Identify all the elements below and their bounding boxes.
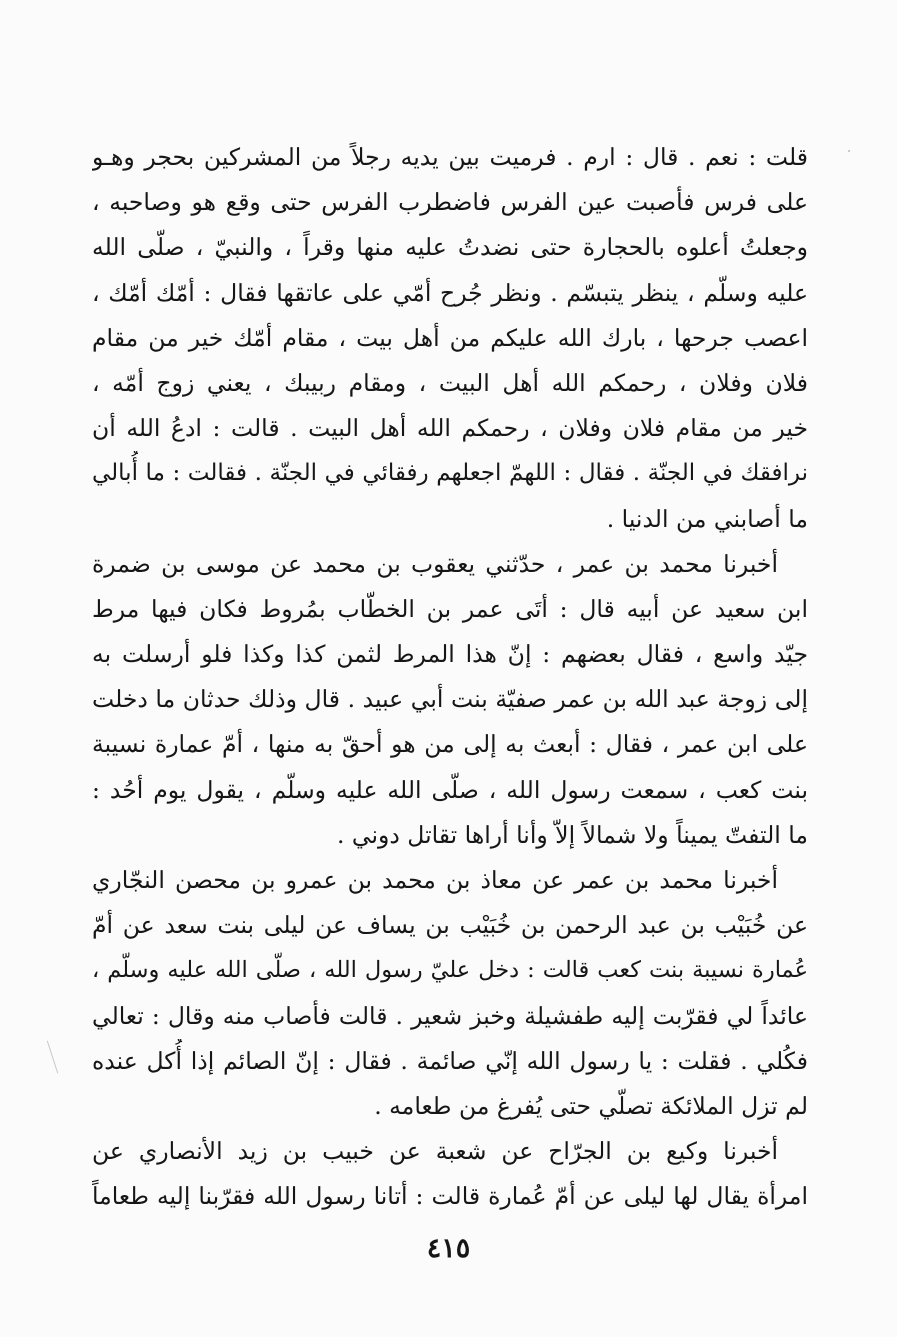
text-line: جيّد واسع ، فقال بعضهم : إنّ هذا المرط لثمن كذا وكذا فلو أرسلت به — [92, 640, 808, 669]
text-line: فكُلي . فقلت : يا رسول الله إنّي صائمة . فقال : إنّ الصائم إذا أُكل عنده — [92, 1046, 808, 1075]
text-line: على ابن عمر ، فقال : أبعث به إلى من هو أحقّ به منها ، أمّ عمارة نسيبة — [92, 730, 808, 759]
scan-speck — [848, 150, 850, 152]
text-line: ما أصابني من الدنيا . — [606, 504, 808, 533]
paragraph-first-line: أخبرنا محمد بن عمر ، حدّثني يعقوب بن محمد عن موسى بن ضمرة — [92, 549, 778, 578]
scan-speck — [47, 1041, 58, 1074]
text-line: عليه وسلّم ، ينظر يتبسّم . ونظر جُرح أمّي على عاتقها فقال : أمّك أمّك ، — [92, 278, 808, 307]
text-line: قلت : نعم . قال : ارم . فرميت بين يديه رجلاً من المشركين بحجر وهـو — [92, 143, 808, 171]
paragraph-first-line: أخبرنا وكيع بن الجرّاح عن شعبة عن خبيب بن زيد الأنصاري عن — [92, 1137, 778, 1166]
text-line: وجعلتُ أعلوه بالحجارة حتى نضدتُ عليه منها وقراً ، والنبيّ ، صلّى الله — [92, 233, 808, 262]
text-line: بنت كعب ، سمعت رسول الله ، صلّى الله عليه وسلّم ، يقول يوم أحُد : — [92, 775, 808, 804]
text-line: خير من مقام فلان وفلان ، رحمكم الله أهل البيت . قالت : ادعُ الله أن — [92, 414, 808, 443]
text-line: عُمارة نسيبة بنت كعب قالت : دخل عليّ رسول الله ، صلّى الله عليه وسلّم ، — [92, 957, 808, 984]
text-line: ابن سعيد عن أبيه قال : أتَى عمر بن الخطّاب بمُروط فكان فيها مرط — [92, 594, 808, 623]
text-line: عن خُبَيْب بن عبد الرحمن بن خُبَيْب بن يساف عن ليلى بنت سعد عن أمّ — [92, 911, 808, 940]
text-line: عائداً لي فقرّبت إليه طفشيلة وخبز شعير . قالت فأصاب منه وقال : تعالي — [92, 1001, 808, 1030]
text-line: ما التفتّ يميناً ولا شمالاً إلاّ وأنا أراها تقاتل دوني . — [336, 820, 808, 849]
page-number: ٤١٥ — [426, 1233, 471, 1264]
text-line: إلى زوجة عبد الله بن عمر صفيّة بنت أبي عبيد . قال وذلك حدثان ما دخلت — [92, 685, 808, 714]
body-text — [92, 135, 808, 1220]
text-line: لم تزل الملائكة تصلّي حتى يُفرغ من طعامه . — [374, 1091, 808, 1120]
text-line: اعصب جرحها ، بارك الله عليكم من أهل بيت ، مقام أمّك خير من مقام — [92, 323, 808, 352]
text-line: نرافقك في الجنّة . فقال : اللهمّ اجعلهم رفقائي في الجنّة . فقالت : ما أُبالي — [92, 460, 808, 487]
text-line: على فرس فأصبت عين الفرس فاضطرب الفرس حتى وقع هو وصاحبه ، — [92, 188, 808, 217]
text-line: امرأة يقال لها ليلى عن أمّ عُمارة قالت : أتانا رسول الله فقرّبنا إليه طعاماً — [92, 1182, 808, 1211]
text-line: فلان وفلان ، رحمكم الله أهل البيت ، ومقام ربيبك ، يعني زوج أمّه ، — [92, 368, 808, 397]
paragraph-first-line: أخبرنا محمد بن عمر عن معاذ بن محمد بن عمرو بن محصن النجّاري — [92, 866, 778, 894]
